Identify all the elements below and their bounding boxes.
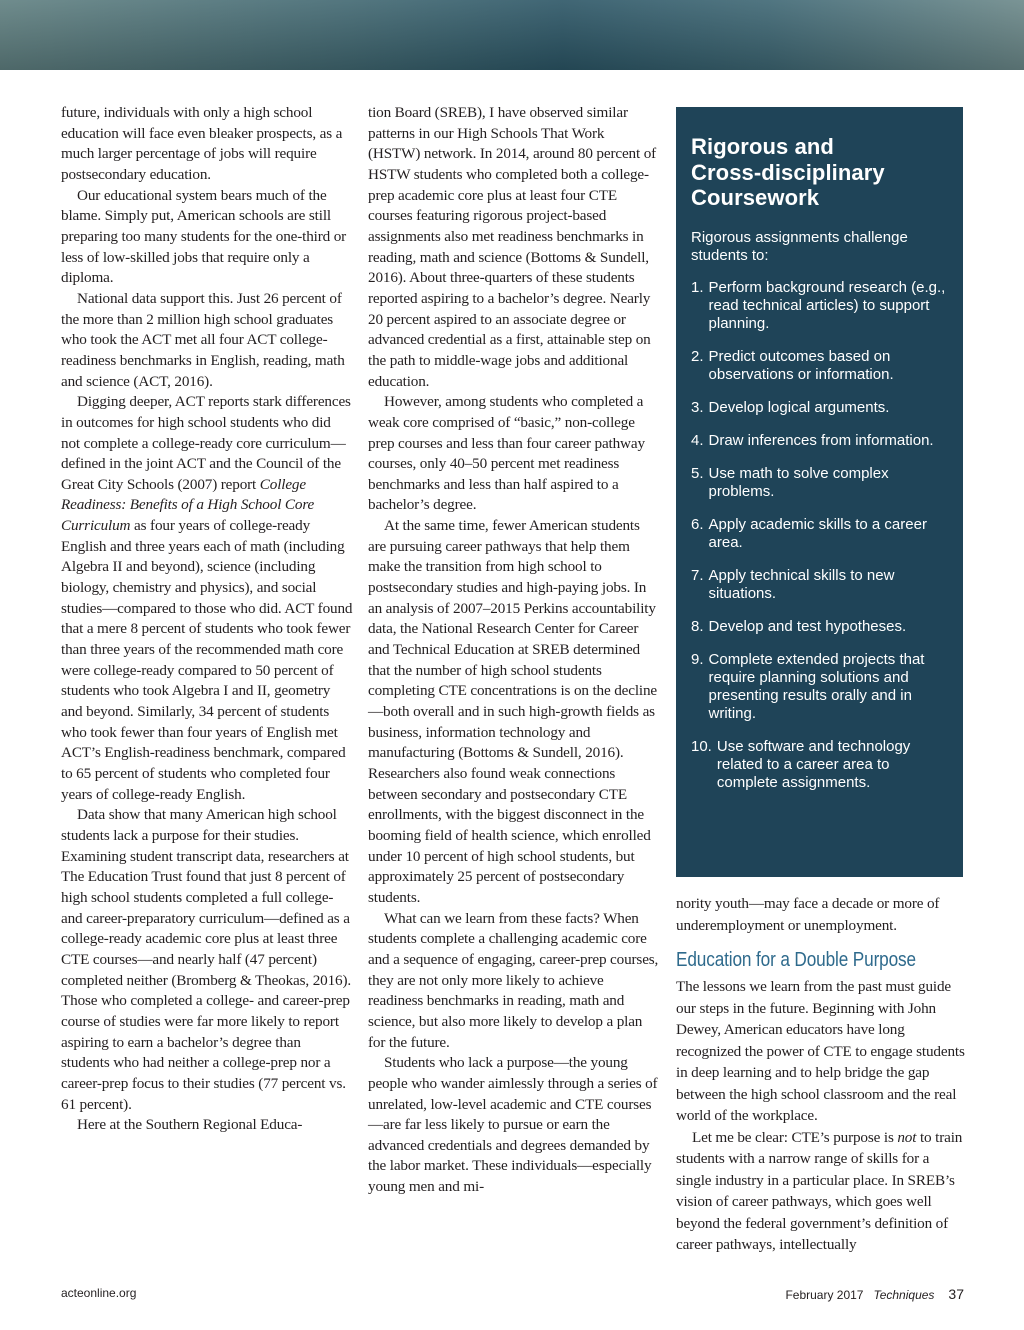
emphasis: not	[897, 1128, 917, 1146]
paragraph-text: as four years of college-ready English and three years each of math (including Algebra II and beyond), science (including biology, chemistry and physics), and social studies—compared to those who did. ACT found that a mere 8 percent of students who took fewer than three years of the recommended math core were college-ready compared to 50 percent of students who took Algebra I and II, geometry and beyond. Similarly, 34 percent of students who took fewer than four years of English met ACT’s English-readiness benchmark, compared to 65 percent of students who completed four years of college-ready English.	[61, 517, 353, 803]
list-number: 6.	[691, 515, 704, 533]
footer-page-info	[785, 1286, 964, 1302]
paragraph: tion Board (SREB), I have observed similar patterns in our High Schools That Work (HSTW) network. In 2014, around 80 percent of HSTW students who completed both a college-prep academic core plus at least four CTE courses featuring rigorous project-based assignments also met readiness benchmarks in reading, math and science (Bottoms & Sundell, 2016). About three-quarters of these students reported aspiring to a bachelor’s degree. Nearly 20 percent aspired to an associate degree or advanced credential as a first, attainable step on the path to middle-wage jobs and additional education.	[368, 104, 657, 390]
header-banner-image	[0, 0, 1024, 70]
paragraph-text: Digging deeper, ACT reports stark differences in outcomes for high school students who did not complete a college-ready core curriculum—defined in the joint ACT and the Council of the Great City Schools (2007) report	[61, 393, 351, 493]
paragraph: Our educational system bears much of the blame. Simply put, American schools are still preparing too many students for the one-third or less of low-skilled jobs that require only a diploma.	[61, 186, 347, 287]
paragraph	[61, 392, 353, 805]
list-text: Develop and test hypotheses.	[708, 617, 907, 635]
sidebar-list-item	[691, 651, 948, 723]
list-number: 7.	[691, 566, 704, 584]
article-column-1	[61, 103, 353, 1136]
report-title: College Readiness: Benefits of a High School Core Curriculum	[61, 475, 315, 535]
sidebar-list	[691, 279, 948, 792]
sidebar-list-item	[691, 279, 948, 333]
sidebar-list-item	[691, 567, 948, 603]
paragraph: Data show that many American high school students lack a purpose for their studies. Examining student transcript data, researchers at The Education Trust found that just 8 percent of high school students completed a full college- and career-preparatory curriculum—defined as a college-ready academic core plus at least three CTE courses—and nearly half (47 percent) completed neither (Bromberg & Theokas, 2016). Those who completed a college- and career-prep course of studies were far more likely to report aspiring to earn a bachelor’s degree than students who had neither a college-prep nor a career-prep focus to their studies (77 percent vs. 61 percent).	[61, 806, 352, 1113]
page-number: 37	[948, 1286, 964, 1302]
list-text: Apply technical skills to new situations.	[708, 566, 895, 602]
paragraph: nority youth—may face a decade or more of underemployment or unemployment.	[676, 895, 940, 934]
list-text: Complete extended projects that require planning solutions and presenting results orally and in writing.	[708, 650, 925, 722]
paragraph: What can we learn from these facts? When students complete a challenging academic core and a sequence of engaging, career-prep courses, they are not only more likely to achieve readiness benchmarks in reading, math and science, but also more likely to develop a plan for the future.	[368, 909, 659, 1051]
list-text: Predict outcomes based on observations or information.	[708, 347, 894, 383]
paragraph: Students who lack a purpose—the young people who wander aimlessly through a series of unrelated, low-level academic and CTE courses—are far less likely to pursue or earn the advanced credentials and degrees demanded by the labor market. These individuals—especially young men and mi-	[368, 1054, 658, 1196]
sidebar-list-item	[691, 618, 948, 636]
paragraph-text: Let me be clear: CTE’s purpose is	[692, 1128, 898, 1146]
paragraph: At the same time, fewer American students are pursuing career pathways that help them make the transition from high school to postsecondary studies and high-paying jobs. In an analysis of 2007–2015 Perkins accountability data, the National Research Center for Career and Technical Education at SREB determined that the number of high school students completing CTE concentrations is on the decline—both overall and in such high-growth fields as business, information technology and manufacturing (Bottoms & Sundell, 2016). Researchers also found weak connections between secondary and postsecondary CTE enrollments, with the biggest disconnect in the booming field of health science, which enrolled under 10 percent of high school students, but approximately 25 percent of postsecondary students.	[368, 517, 658, 906]
footer-date: February 2017	[785, 1288, 864, 1302]
list-number: 9.	[691, 650, 704, 668]
footer-magazine: Techniques	[873, 1288, 935, 1302]
article-column-3	[676, 893, 966, 1256]
sidebar-title	[691, 134, 948, 211]
list-number: 4.	[691, 431, 704, 449]
list-number: 2.	[691, 347, 704, 365]
sidebar-list-item	[691, 399, 948, 417]
list-number: 10.	[691, 737, 712, 755]
paragraph: The lessons we learn from the past must guide our steps in the future. Beginning with John Dewey, American educators have long recognized the power of CTE to engage students in deep learning and to help bridge the gap between the high school classroom and the real world of the workplace.	[676, 978, 965, 1124]
list-number: 3.	[691, 398, 704, 416]
list-text: Apply academic skills to a career area.	[708, 515, 927, 551]
paragraph: However, among students who completed a weak core comprised of “basic,” non-college prep courses and less than four career pathway courses, only 40–50 percent met readiness benchmarks and less than half aspired to a bachelor’s degree.	[368, 393, 645, 514]
list-text: Use math to solve complex problems.	[708, 464, 889, 500]
sidebar-title-line: Cross-disciplinary	[691, 159, 885, 185]
sidebar-list-item	[691, 516, 948, 552]
list-text: Use software and technology related to a career area to complete assignments.	[716, 737, 911, 791]
sidebar-box	[676, 107, 963, 877]
sidebar-title-line: Coursework	[691, 185, 820, 210]
sidebar-list-item	[691, 432, 948, 450]
list-text: Perform background research (e.g., read technical articles) to support planning.	[708, 278, 946, 332]
list-text: Develop logical arguments.	[708, 398, 890, 416]
sidebar-list-item	[691, 465, 948, 501]
paragraph: Here at the Southern Regional Educa-	[77, 1116, 303, 1134]
list-text: Draw inferences from information.	[708, 431, 934, 449]
paragraph-text: to train students with a narrow range of skills for a single industry in a particular place. In SREB’s vision of career pathways, which goes well beyond the federal government’s definition of career pathways, intellectually	[676, 1128, 963, 1253]
paragraph: future, individuals with only a high school education will face even bleaker prospects, as a much larger percentage of jobs will require postsecondary education.	[61, 104, 343, 183]
article-column-2	[368, 103, 660, 1198]
list-number: 1.	[691, 278, 704, 296]
list-number: 5.	[691, 464, 704, 482]
list-number: 8.	[691, 617, 704, 635]
sidebar-list-item	[691, 348, 948, 384]
footer-website: acteonline.org	[61, 1286, 137, 1300]
paragraph	[676, 1127, 966, 1256]
paragraph: National data support this. Just 26 percent of the more than 2 million high school graduates who took the ACT met all four ACT college-readiness benchmarks in English, reading, math and science (ACT, 2016).	[61, 289, 345, 390]
sidebar-intro: Rigorous assignments challenge students to:	[691, 228, 908, 264]
section-heading: Education for a Double Purpose	[676, 949, 916, 971]
sidebar-title-line: Rigorous and	[691, 134, 834, 159]
sidebar-list-item	[691, 738, 948, 792]
